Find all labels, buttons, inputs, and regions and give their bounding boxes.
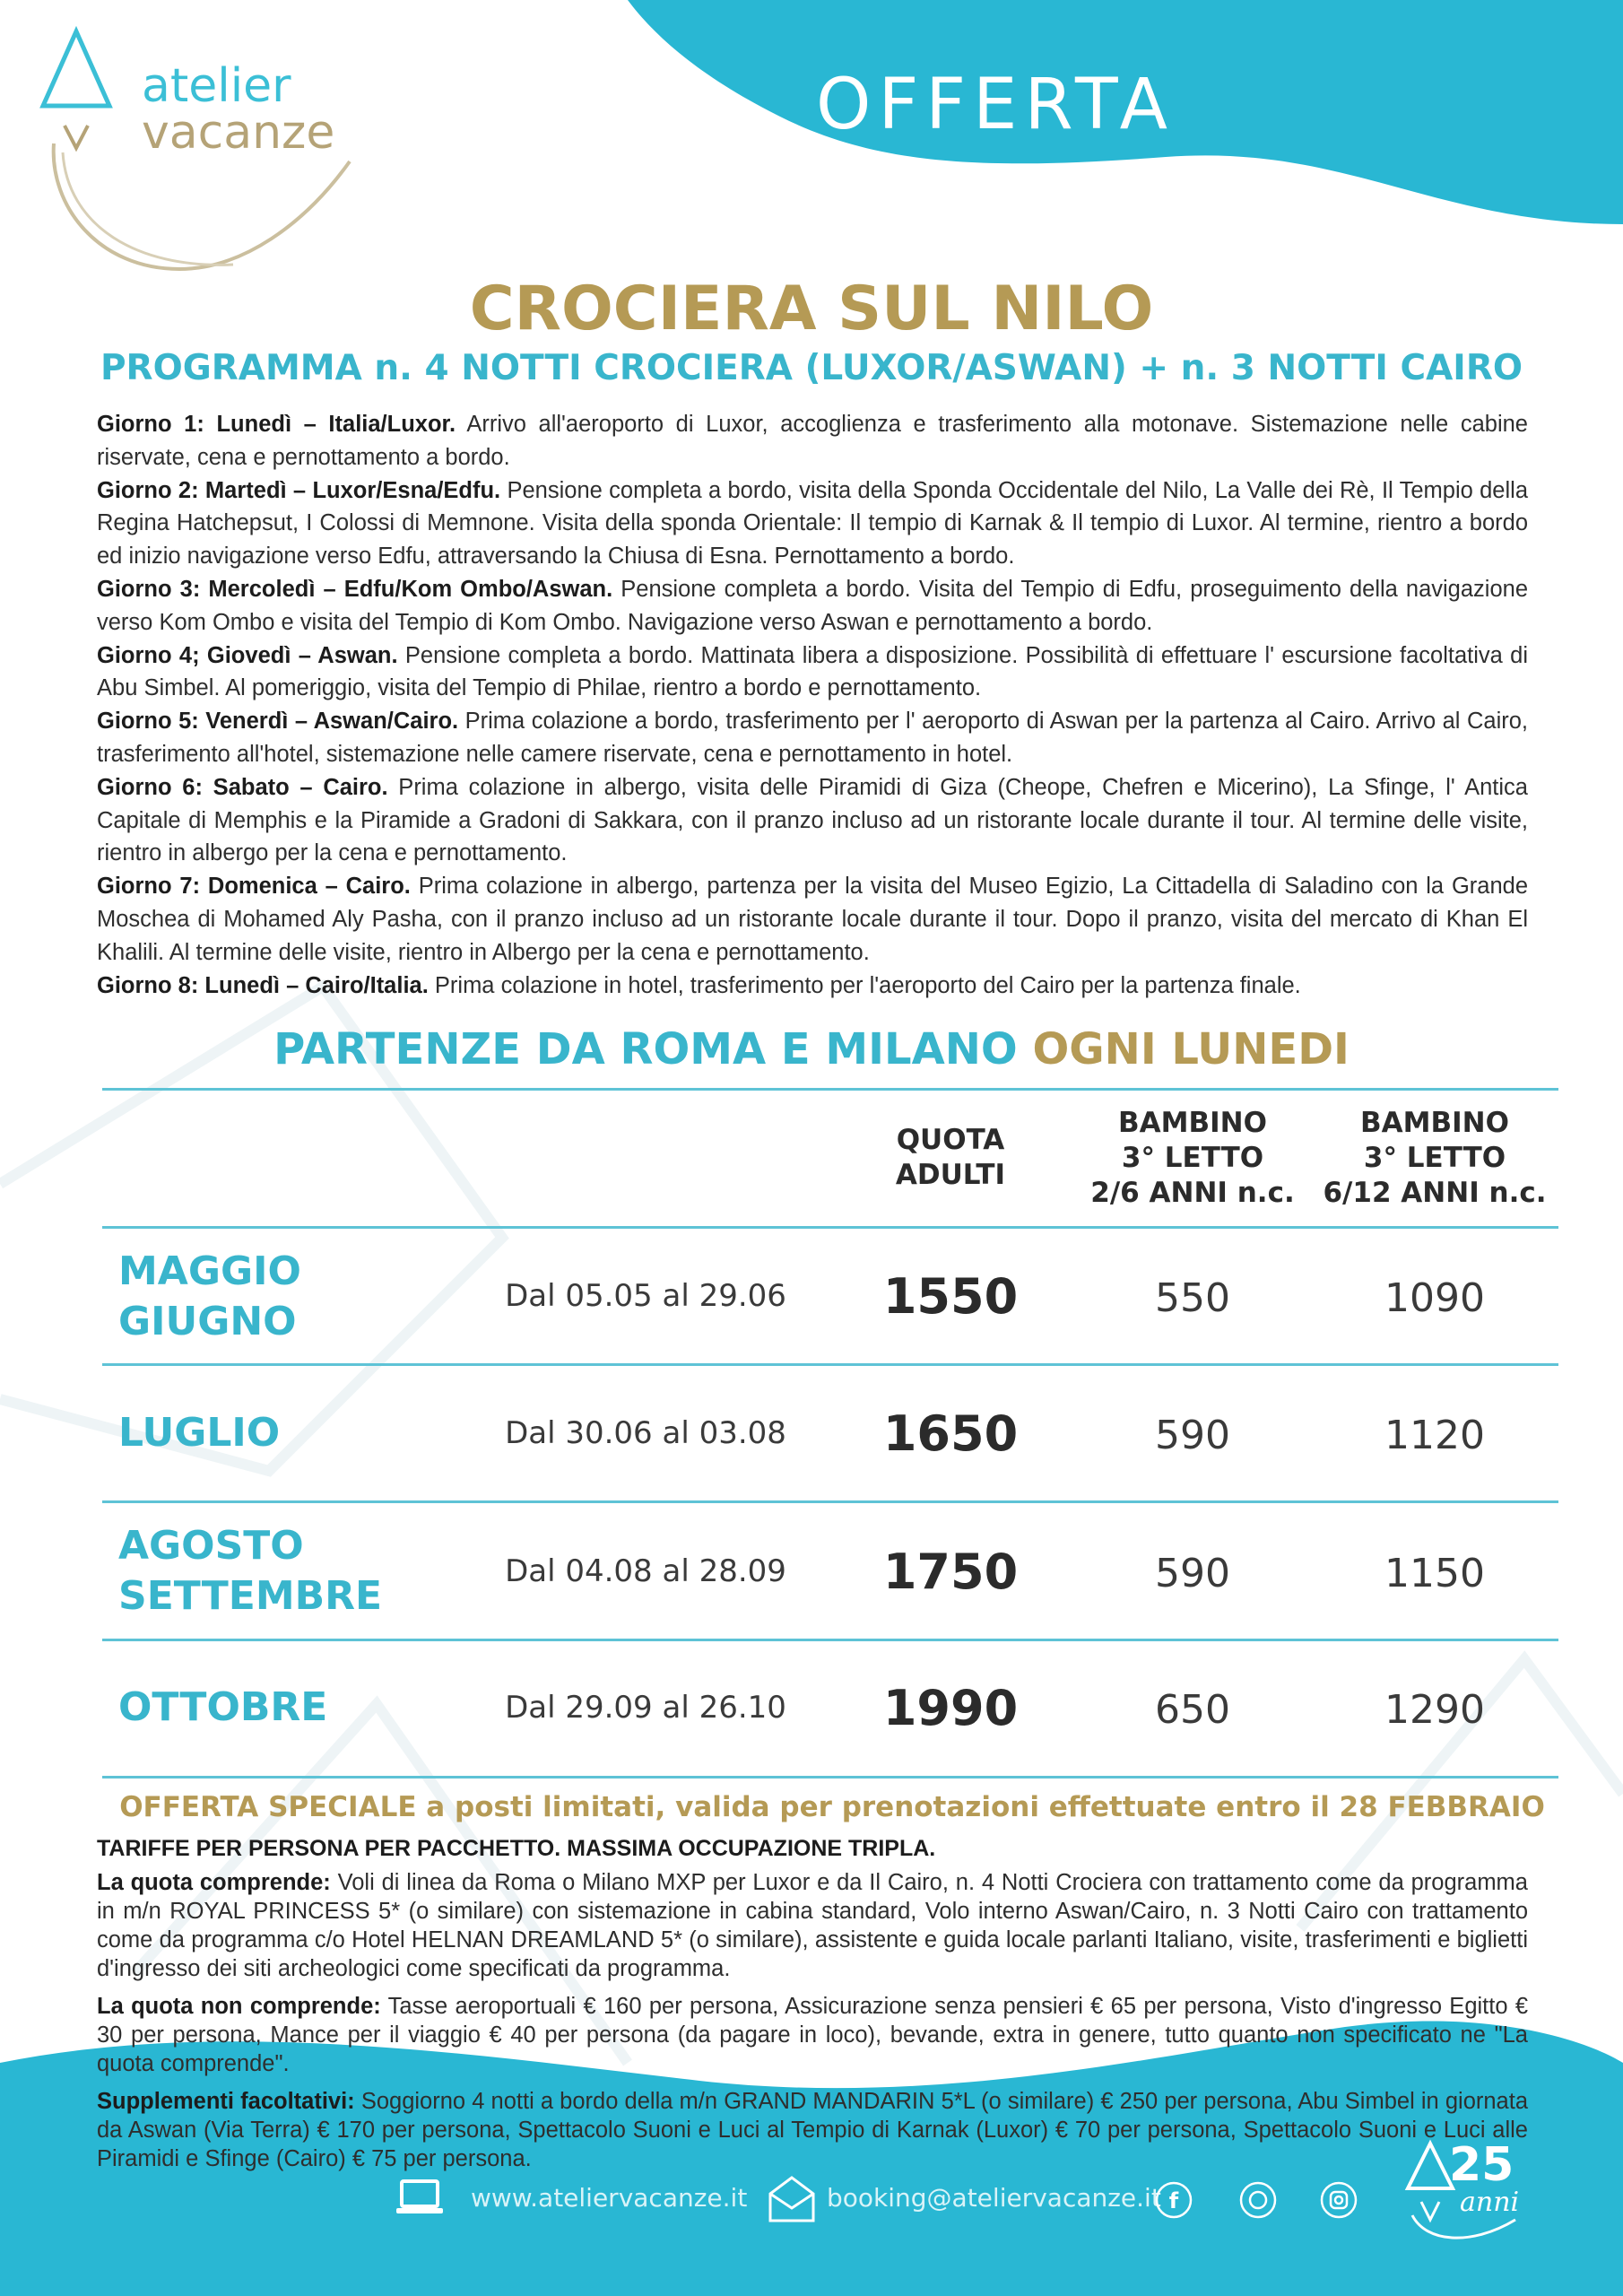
- email-link[interactable]: booking@ateliervacanze.it: [827, 2183, 1161, 2213]
- day-text: Prima colazione in albergo, partenza per la visita del Museo Egizio, La Cittadella di Saladino con la Grande Moschea di Mohamed Aly Pasha, con il pranzo incluso ad un ristorante locale durante il tour. Dopo il pranzo, visita del mercato di Khan El Khalili. Al termine delle visite, rientro in Albergo per la cena e pernottamento.: [97, 874, 1528, 965]
- adult-price: 1990: [882, 1680, 1019, 1736]
- adult-price: 1550: [882, 1268, 1019, 1325]
- day-label: Giorno 5: Venerdì – Aswan/Cairo.: [97, 709, 459, 735]
- period-line: AGOSTO: [118, 1523, 304, 1569]
- departures-frequency: OGNI LUNEDI: [1032, 1024, 1350, 1074]
- itinerary: [97, 408, 1528, 1002]
- table-divider: [102, 1500, 1558, 1503]
- laptop-icon: [395, 2179, 445, 2217]
- brand-line1: atelier: [142, 59, 291, 113]
- terms-label: La quota non comprende:: [97, 1994, 381, 2019]
- date-range: Dal 04.08 al 28.09: [505, 1553, 786, 1589]
- child-6-12-price: 1120: [1384, 1413, 1485, 1458]
- itinerary-day: [97, 705, 1528, 771]
- header-line: 3° LETTO: [1363, 1142, 1506, 1174]
- day-label: Giorno 2: Martedì – Luxor/Esna/Edfu.: [97, 477, 501, 503]
- day-text: Prima colazione in albergo, visita delle Piramidi di Giza (Cheope, Chefren e Micerino), La Sfinge, l' Antica Capitale di Memphis e la Piramide a Gradoni di Sakkara, con il pranzo incluso ad un ristorante locale durante il tour. Al termine delle visite, rientro in albergo per la cena e pernottamento.: [97, 774, 1528, 866]
- day-label: Giorno 7: Domenica – Cairo.: [97, 874, 411, 900]
- header-child-2-6: [1076, 1106, 1309, 1211]
- terms-paragraph: [97, 1992, 1528, 2078]
- terms-label: Supplementi facoltativi:: [97, 2089, 355, 2114]
- child-2-6-price: 590: [1155, 1551, 1230, 1596]
- day-text: Prima colazione in hotel, trasferimento per l'aeroporto del Cairo per la partenza finale.: [428, 972, 1301, 998]
- child-2-6-price: 550: [1155, 1275, 1230, 1321]
- brand-logo: [142, 59, 335, 160]
- itinerary-day: [97, 771, 1528, 870]
- period-line: MAGGIO: [118, 1248, 301, 1294]
- itinerary-day: [97, 870, 1528, 969]
- period-line: GIUGNO: [118, 1299, 297, 1344]
- terms-label: La quota comprende:: [97, 1870, 331, 1895]
- day-label: Giorno 6: Sabato – Cairo.: [97, 774, 388, 800]
- header-line: QUOTA: [896, 1124, 1005, 1156]
- day-label: Giorno 4; Giovedì – Aswan.: [97, 642, 398, 668]
- table-divider: [102, 1363, 1558, 1366]
- header-line: 2/6 ANNI n.c.: [1090, 1177, 1295, 1209]
- period-line: SETTEMBRE: [118, 1573, 383, 1619]
- itinerary-day: [97, 408, 1528, 474]
- date-range: Dal 05.05 al 29.06: [505, 1278, 786, 1314]
- period-label: [118, 1247, 301, 1347]
- table-divider: [102, 1226, 1558, 1229]
- header-line: 6/12 ANNI n.c.: [1323, 1177, 1547, 1209]
- terms-text: Tasse aeroportuali € 160 per persona, Assicurazione senza pensieri € 65 per persona, Visto d'ingresso Egitto € 30 per persona, Mance per il viaggio € 40 per persona (da pagare in loco), bevande, extra in genere, tutto quanto non specificato ne "La quota comprende".: [97, 1994, 1529, 2076]
- terms-text: Voli di linea da Roma o Milano MXP per Luxor e da Il Cairo, n. 4 Notti Crociera con trattamento come da programma in m/n ROYAL PRINCESS 5* (o similare) con sistemazione in cabina standard, Volo interno Aswan/Cairo, n. 3 Notti Cairo con trattamento come da programma c/o Hotel HELNAN DREAMLAND 5* (o similare), assistente e guida locale parlanti Italiano, visite, trasferimenti e biglietti d'ingresso dei siti archeologici come specificati da programma.: [97, 1870, 1528, 1981]
- terms-text: Soggiorno 4 notti a bordo della m/n GRAND MANDARIN 5*L (o similare) € 250 per persona, Abu Simbel in giornata da Aswan (Via Terra) € 170 per persona, Spettacolo Suoni e Luci al Tempio di Karnak (Luxor) € 70 per persona, Spettacolo Suoni e Luci alle Piramidi e Sfinge (Cairo) € 75 per persona.: [97, 2089, 1529, 2171]
- day-text: Pensione completa a bordo, visita della Sponda Occidentale del Nilo, La Valle dei Rè, Il Tempio della Regina Hatchepsut, I Colossi di Memnone. Visita della sponda Orientale: Il tempio di Karnak & Il tempio di Luxor. Al termine, rientro a bordo ed inizio navigazione verso Edfu, attraversando la Chiusa di Esna. Pernottamento a bordo.: [97, 477, 1529, 570]
- header-adult: [861, 1123, 1040, 1193]
- child-2-6-price: 650: [1155, 1687, 1230, 1733]
- brand-line2: vacanze: [142, 106, 335, 160]
- anniversary-number: 25: [1449, 2138, 1515, 2192]
- header-line: ADULTI: [895, 1159, 1006, 1191]
- facebook-icon[interactable]: [1155, 2181, 1193, 2219]
- header-line: 3° LETTO: [1121, 1142, 1264, 1174]
- day-text: Arrivo all'aeroporto di Luxor, accoglienza e trasferimento alla motonave. Sistemazione nelle cabine riservate, cena e pernottamento a bordo.: [97, 412, 1528, 470]
- anniversary-word: anni: [1460, 2187, 1520, 2218]
- header-child-6-12: [1309, 1106, 1560, 1211]
- period-label: [118, 1521, 382, 1622]
- page-title: CROCIERA SUL NILO: [469, 274, 1154, 344]
- period-label: [118, 1408, 280, 1458]
- website-link[interactable]: www.ateliervacanze.it: [471, 2183, 748, 2213]
- itinerary-day: [97, 970, 1528, 1003]
- table-divider: [102, 1088, 1558, 1091]
- adult-price: 1750: [882, 1544, 1019, 1600]
- table-divider: [102, 1639, 1558, 1641]
- special-offer: OFFERTA SPECIALE a posti limitati, valida per prenotazioni effettuate entro il 28 FEBBRAIO: [119, 1791, 1545, 1823]
- whatsapp-icon[interactable]: [1239, 2181, 1277, 2219]
- pricing-note: TARIFFE PER PERSONA PER PACCHETTO. MASSIMA OCCUPAZIONE TRIPLA.: [97, 1836, 936, 1861]
- child-2-6-price: 590: [1155, 1413, 1230, 1458]
- envelope-icon: [767, 2174, 817, 2224]
- svg-text:f: f: [1168, 2188, 1179, 2213]
- itinerary-day: [97, 639, 1528, 706]
- terms-paragraph: [97, 2087, 1528, 2173]
- offer-label: OFFERTA: [816, 65, 1175, 145]
- header-line: BAMBINO: [1118, 1107, 1267, 1139]
- page-subtitle: PROGRAMMA n. 4 NOTTI CROCIERA (LUXOR/ASWAN) + n. 3 NOTTI CAIRO: [100, 348, 1523, 388]
- period-line: LUGLIO: [118, 1410, 281, 1456]
- adult-price: 1650: [882, 1405, 1019, 1462]
- header-line: BAMBINO: [1360, 1107, 1509, 1139]
- departures-cities: PARTENZE DA ROMA E MILANO: [273, 1024, 1018, 1074]
- day-label: Giorno 8: Lunedì – Cairo/Italia.: [97, 972, 429, 998]
- terms-paragraph: [97, 1868, 1528, 1983]
- terms: [97, 1868, 1528, 2182]
- period-label: [118, 1683, 327, 1733]
- itinerary-day: [97, 573, 1528, 639]
- date-range: Dal 30.06 al 03.08: [505, 1415, 786, 1451]
- day-text: Prima colazione a bordo, trasferimento per l' aeroporto di Aswan per la partenza al Cairo. Arrivo al Cairo, trasferimento all'hotel, sistemazione nelle camere riservate, cena e pernottamento in hotel.: [97, 709, 1528, 767]
- day-label: Giorno 1: Lunedì – Italia/Luxor.: [97, 412, 456, 437]
- child-6-12-price: 1090: [1384, 1275, 1485, 1321]
- child-6-12-price: 1290: [1384, 1687, 1485, 1733]
- child-6-12-price: 1150: [1384, 1551, 1485, 1596]
- day-text: Pensione completa a bordo. Mattinata libera a disposizione. Possibilità di effettuare l' escursione facoltativa di Abu Simbel. Al pomeriggio, visita del Tempio di Philae, rientro a bordo e pernottamento.: [97, 642, 1528, 701]
- day-label: Giorno 3: Mercoledì – Edfu/Kom Ombo/Aswan.: [97, 576, 613, 602]
- day-text: Pensione completa a bordo. Visita del Tempio di Edfu, proseguimento della navigazione verso Kom Ombo e visita del Tempio di Kom Ombo. Navigazione verso Aswan e pernottamento a bordo.: [97, 576, 1529, 635]
- date-range: Dal 29.09 al 26.10: [505, 1690, 786, 1726]
- instagram-icon[interactable]: [1320, 2181, 1358, 2219]
- period-line: OTTOBRE: [118, 1684, 328, 1730]
- departures-heading: [0, 1024, 1623, 1074]
- itinerary-day: [97, 474, 1528, 573]
- table-divider: [102, 1776, 1558, 1779]
